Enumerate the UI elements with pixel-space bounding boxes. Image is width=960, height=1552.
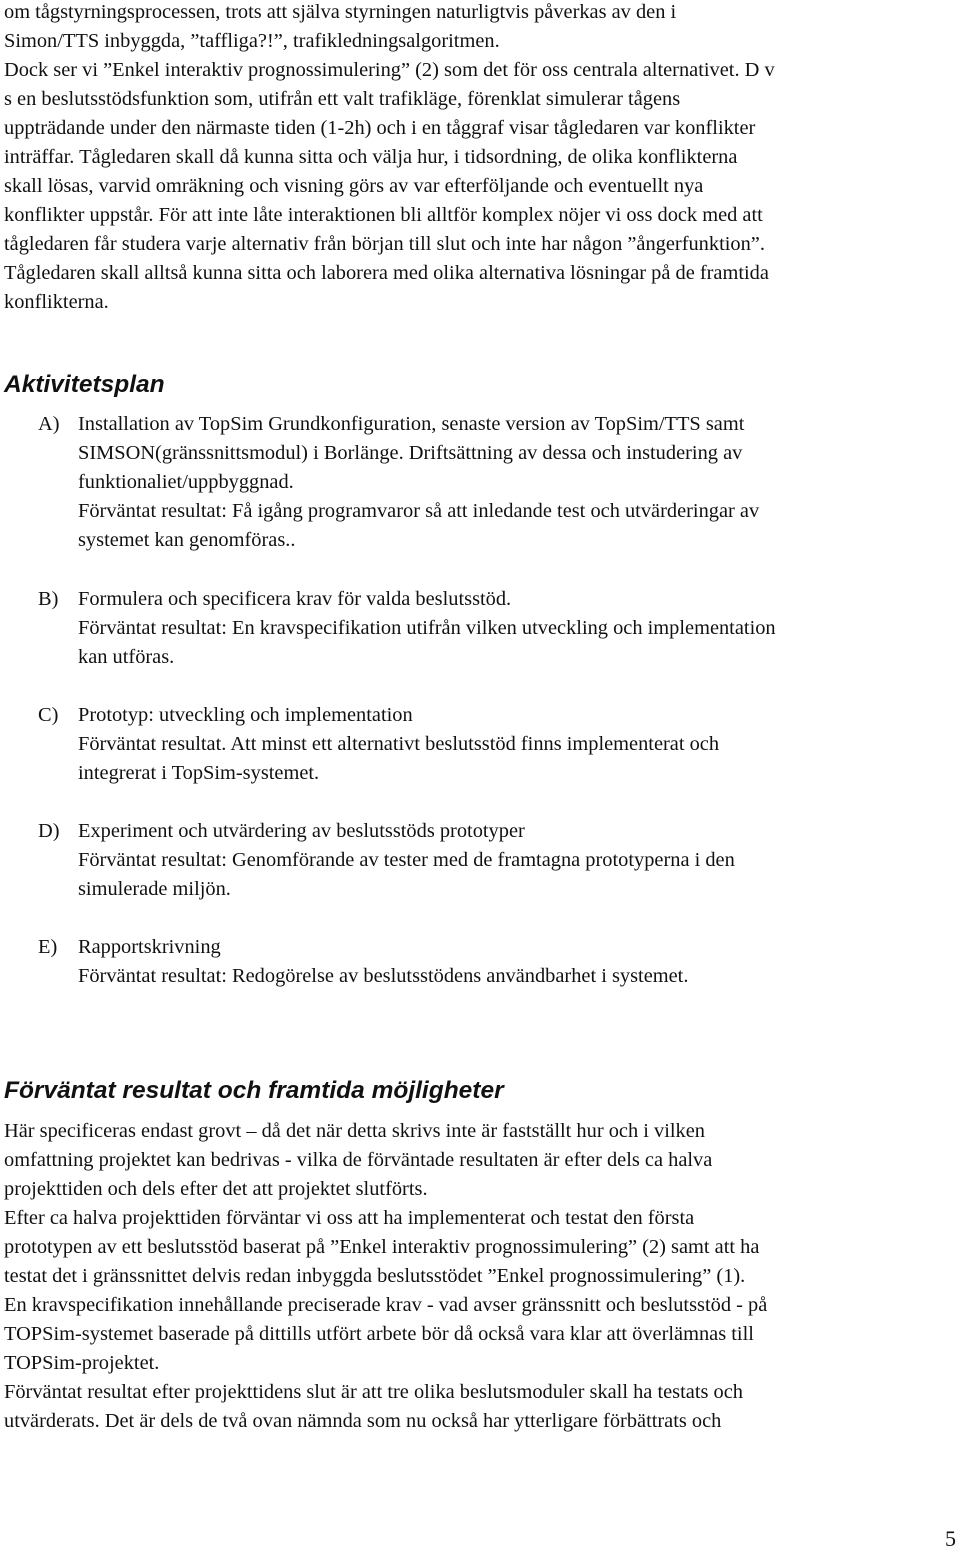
intro-line: tågledaren får studera varje alternativ från början till slut och inte har någon ”ångerfunktion”. <box>4 233 765 255</box>
activity-line: funktionaliet/uppbyggnad. <box>78 471 294 493</box>
intro-line: skall lösas, varvid omräkning och visning görs av var efterföljande och eventuellt nya <box>4 175 704 197</box>
activity-line: Förväntat resultat: Få igång programvaror så att inledande test och utvärderingar av <box>78 500 760 522</box>
intro-line: uppträdande under den närmaste tiden (1-2h) och i en tåggraf visar tågledaren var konflikter <box>4 117 756 139</box>
list-marker: C) <box>38 704 59 726</box>
results-line: testat det i gränssnittet delvis redan inbyggda beslutsstödet ”Enkel prognossimulering” (1). <box>4 1265 746 1287</box>
list-marker: D) <box>38 820 60 842</box>
results-line: omfattning projektet kan bedrivas - vilka de förväntade resultaten är efter dels ca halva <box>4 1149 713 1171</box>
results-line: projekttiden och dels efter det att projektet slutförts. <box>4 1178 428 1200</box>
activity-line: Förväntat resultat: En kravspecifikation utifrån vilken utveckling och implementation <box>78 617 776 639</box>
results-line: Här specificeras endast grovt – då det när detta skrivs inte är fastställt hur och i vilken <box>4 1120 705 1142</box>
activity-line: simulerade miljön. <box>78 878 231 900</box>
activity-line: Prototyp: utveckling och implementation <box>78 704 413 726</box>
list-marker: B) <box>38 588 59 610</box>
results-line: TOPSim-projektet. <box>4 1352 160 1374</box>
results-line: prototypen av ett beslutsstöd baserat på ”Enkel interaktiv prognossimulering” (2) samt att ha <box>4 1236 760 1258</box>
activity-line: integrerat i TopSim-systemet. <box>78 762 320 784</box>
activity-line: Installation av TopSim Grundkonfiguration, senaste version av TopSim/TTS samt <box>78 413 745 435</box>
activity-item-body <box>78 585 776 672</box>
results-line: Förväntat resultat efter projekttidens slut är att tre olika beslutsmoduler skall ha testats och <box>4 1381 743 1403</box>
intro-line: s en beslutsstödsfunktion som, utifrån ett valt trafikläge, förenklat simulerar tågens <box>4 88 681 110</box>
results-line: TOPSim-systemet baserade på dittills utfört arbete bör då också vara klar att överlämnas till <box>4 1323 754 1345</box>
list-marker: A) <box>38 413 60 435</box>
activity-item-body <box>78 817 735 904</box>
activity-line: Formulera och specificera krav för valda beslutsstöd. <box>78 588 512 610</box>
activity-line: systemet kan genomföras.. <box>78 529 296 551</box>
intro-line: konflikterna. <box>4 291 109 313</box>
intro-line: inträffar. Tågledaren skall då kunna sitta och välja hur, i tidsordning, de olika konflikterna <box>4 146 738 168</box>
intro-paragraph <box>4 0 956 317</box>
intro-line: Simon/TTS inbyggda, ”taffliga?!”, trafikledningsalgoritmen. <box>4 30 500 52</box>
activity-line: Rapportskrivning <box>78 936 221 958</box>
results-line: utvärderats. Det är dels de två ovan nämnda som nu också har ytterligare förbättrats och <box>4 1410 722 1432</box>
activity-item-body <box>78 410 759 555</box>
activity-item-body <box>78 933 688 991</box>
results-line: Efter ca halva projekttiden förväntar vi oss att ha implementerat och testat den första <box>4 1207 695 1229</box>
activity-item-body <box>78 701 719 788</box>
page-number: 5 <box>945 1526 956 1551</box>
list-marker: E) <box>38 936 58 958</box>
intro-line: Dock ser vi ”Enkel interaktiv prognossimulering” (2) som det för oss centrala alternativet. D v <box>4 59 775 81</box>
results-heading: Förväntat resultat och framtida möjligheter <box>4 1077 504 1104</box>
activity-line: Förväntat resultat: Redogörelse av beslutsstödens användbarhet i systemet. <box>78 965 689 987</box>
intro-line: om tågstyrningsprocessen, trots att själva styrningen naturligtvis påverkas av den i <box>4 1 677 23</box>
results-paragraph <box>4 1117 956 1436</box>
activity-line: kan utföras. <box>78 646 175 668</box>
activity-plan-heading: Aktivitetsplan <box>4 371 165 398</box>
results-line: En kravspecifikation innehållande preciserade krav - vad avser gränssnitt och beslutsstöd - på <box>4 1294 768 1316</box>
activity-line: Förväntat resultat: Genomförande av tester med de framtagna prototyperna i den <box>78 849 735 871</box>
activity-line: Experiment och utvärdering av beslutsstöds prototyper <box>78 820 525 842</box>
activity-line: SIMSON(gränssnittsmodul) i Borlänge. Driftsättning av dessa och instudering av <box>78 442 743 464</box>
activity-line: Förväntat resultat. Att minst ett alternativt beslutsstöd finns implementerat och <box>78 733 720 755</box>
intro-line: konflikter uppstår. För att inte låte interaktionen bli alltför komplex nöjer vi oss dock med att <box>4 204 763 226</box>
intro-line: Tågledaren skall alltså kunna sitta och laborera med olika alternativa lösningar på de framtida <box>4 262 769 284</box>
